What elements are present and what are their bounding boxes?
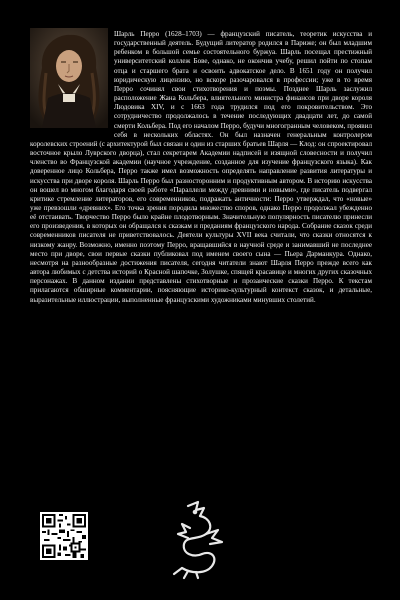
dragon-emblem-icon [168, 498, 226, 580]
description-paragraph: Шарль Перро (1628–1703) — французский писатель, теоретик искусства и государственный деятель. Будущий литератор родился в Париже; он был младшим ребенком в большой семье состоятельного буржуа. Шарль посещал престижный университетский коллеж Бове, однако, не окончив учебу, решил пойти по стопам отца и старшего брата и освоить адвокатское дело. В 1651 году он получил юридическую лицензию, но вскоре разочаровался в профессии; уже в то время Перро сочинял свои стихотворения и поэмы. Позднее Шарль заслужил расположение Жана Кольбера, влиятельного министра финансов при дворе короля Людовика XIV, и с 1663 года трудился под его покровительством. Это сотрудничество продолжалось в течение последующих двадцати лет, до самой смерти Кольбера. Под его началом Перро, будучи многогранным человеком, проявил себя в нескольких областях. Он был назначен генеральным контролером королевских строений (с архитектурой был связан и один из старших братьев Шарля — Клод: он спроектировал восточное крыло Луврского дворца), стал секретарем Академии надписей и изящной словесности и получил членство во Французской академии (научное учреждение, созданное для изучение французского языка). Как доверенное лицо Кольбера, Перро также имел возможность определять направление развития литературы и искусства при дворе короля. Шарль Перро был разносторонним и продуктивным автором. В историю искусства он вошел во многом благодаря своей работе «Параллели между древними и новыми», где писатель подвергал критике стремление литераторов, его современников, подражать античности: Перро утверждал, что «новые» уже превзошли «древних». Его точка зрения породила множество споров, однако Перро продолжал убежденно её отстаивать. Творчество Перро было крайне плодотворным. Значительную популярность писателю принесли его произведения, в которых он обращался к сказкам и преданиям французского народа. Собрание сказок среди современников писателя не приветствовалось. Деятели культуры XVII века считали, что сказки относятся к низкому жанру. Возможно, именно поэтому Перро, вращавшийся в научной среде и занимавший не последнее место при дворе, свои первые сказки публиковал под именем своего сына — Пьера Дарманкура. Однако, несмотря на разнообразные достижения писателя, сегодня читатели знают Шарля Перро прежде всего как автора любимых с детства историй о Красной шапочке, Золушке, спящей красавице и многих других сказочных персонажах. В данном издании представлены стихотворные и прозаические сказки Перро. К текстам прилагаются обширные комментарии, поясняющие историко-культурный контекст сказок, и детальные, выразительные иллюстрации, выполненные французскими художниками минувших столетий. [30, 30, 372, 304]
qr-code [40, 512, 88, 560]
portrait-image [30, 28, 108, 128]
publisher-logo [168, 498, 226, 580]
qr-code-icon [40, 512, 88, 560]
portrait-engraving-icon [30, 28, 108, 128]
